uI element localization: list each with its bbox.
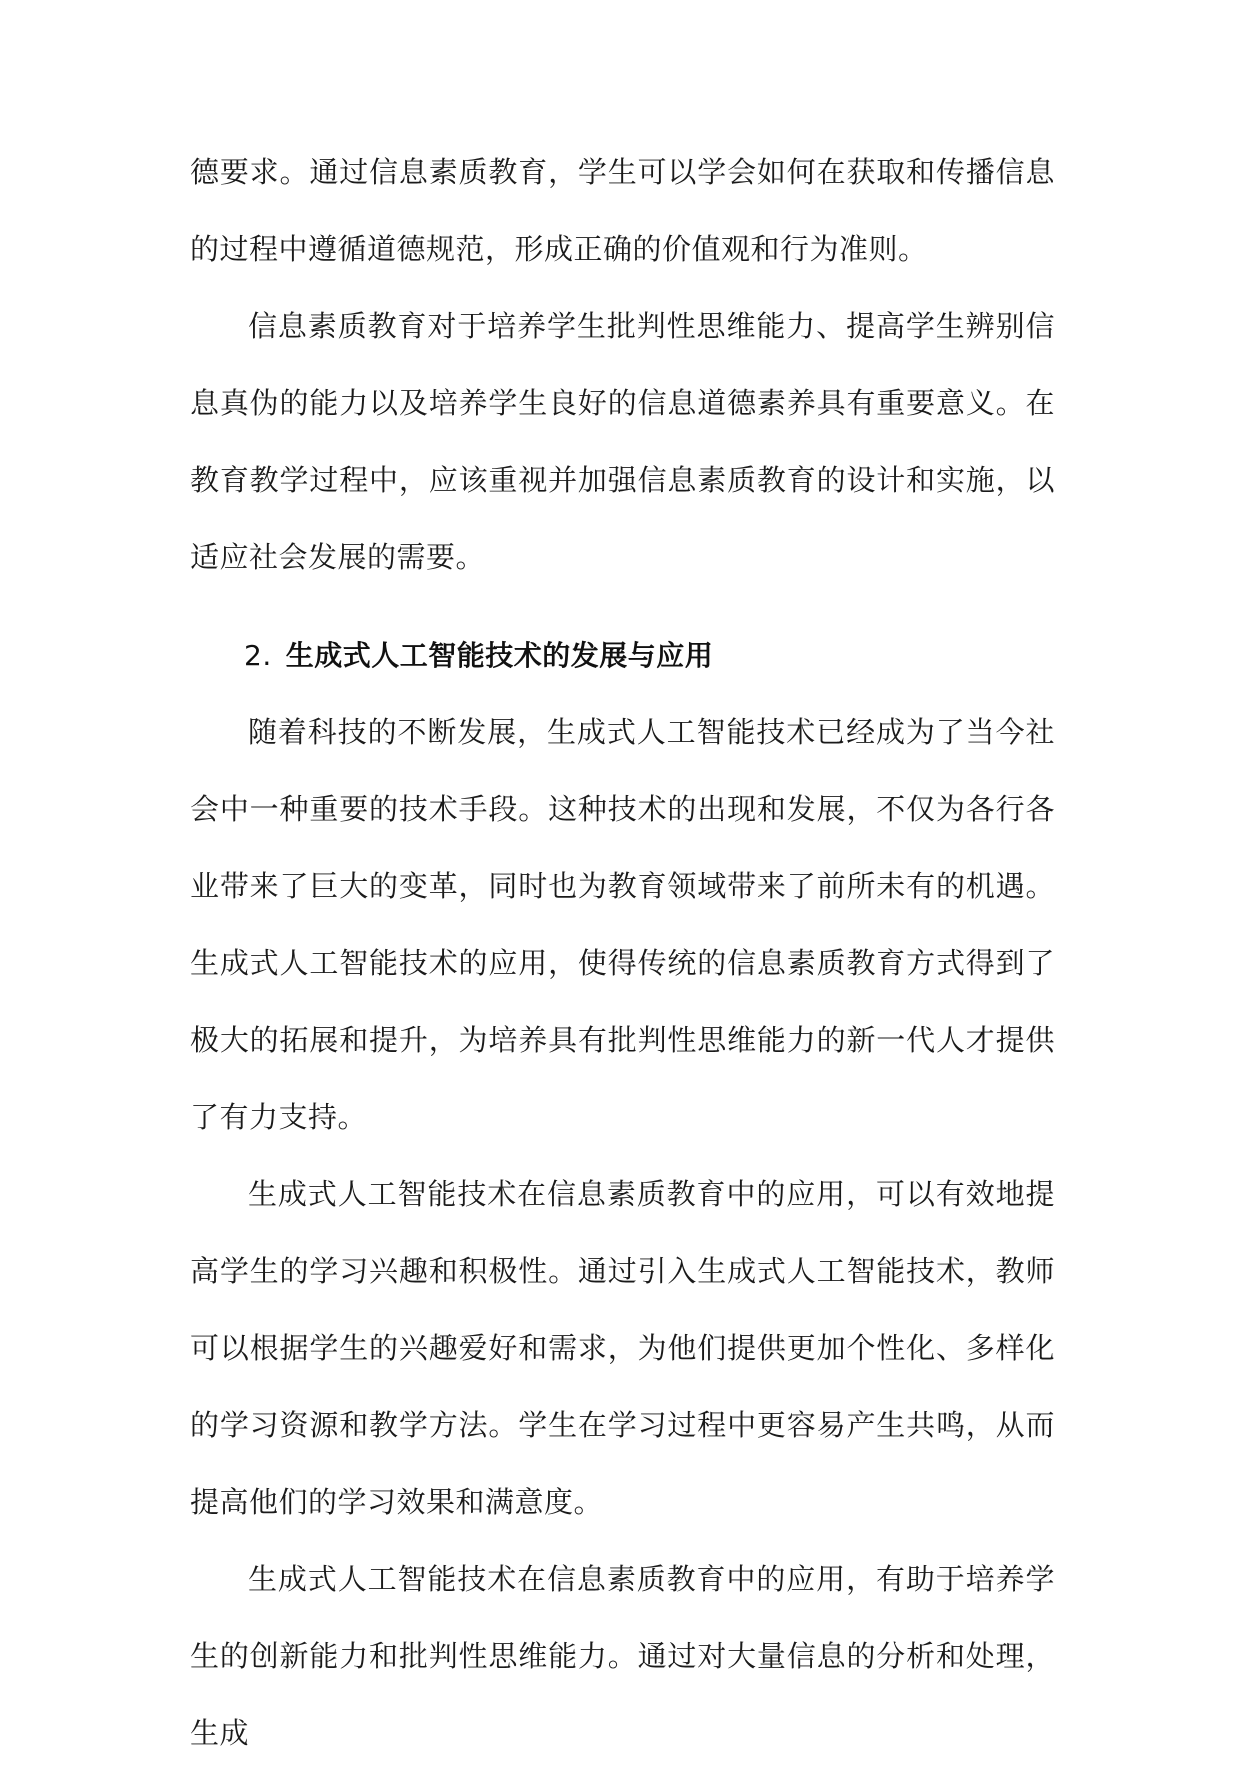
paragraph-ai-innovation: 生成式人工智能技术在信息素质教育中的应用，有助于培养学生的创新能力和批判性思维能力。通过对大量信息的分析和处理，生成 xyxy=(190,1562,1055,1750)
paragraph-ai-development: 随着科技的不断发展，生成式人工智能技术已经成为了当今社会中一种重要的技术手段。这种技术的出现和发展，不仅为各行各业带来了巨大的变革，同时也为教育领域带来了前所未有的机遇。生成式人工智能技术的应用，使得传统的信息素质教育方式得到了极大的拓展和提升，为培养具有批判性思维能力的新一代人才提供了有力支持。 xyxy=(190,715,1055,1134)
paragraph-continued: 德要求。通过信息素质教育，学生可以学会如何在获取和传播信息的过程中遵循道德规范，形成正确的价值观和行为准则。 xyxy=(190,155,1055,266)
section-number: 2. xyxy=(244,639,272,672)
paragraph-info-literacy-significance: 信息素质教育对于培养学生批判性思维能力、提高学生辨别信息真伪的能力以及培养学生良好的信息道德素养具有重要意义。在教育教学过程中，应该重视并加强信息素质教育的设计和实施，以适应社会发展的需要。 xyxy=(190,309,1055,574)
section-title: 生成式人工智能技术的发展与应用 xyxy=(285,639,714,672)
paragraph-ai-learning-interest: 生成式人工智能技术在信息素质教育中的应用，可以有效地提高学生的学习兴趣和积极性。通过引入生成式人工智能技术，教师可以根据学生的兴趣爱好和需求，为他们提供更加个性化、多样化的学习资源和教学方法。学生在学习过程中更容易产生共鸣，从而提高他们的学习效果和满意度。 xyxy=(190,1177,1055,1519)
body-text xyxy=(190,134,1055,1772)
section-heading xyxy=(190,617,1055,694)
